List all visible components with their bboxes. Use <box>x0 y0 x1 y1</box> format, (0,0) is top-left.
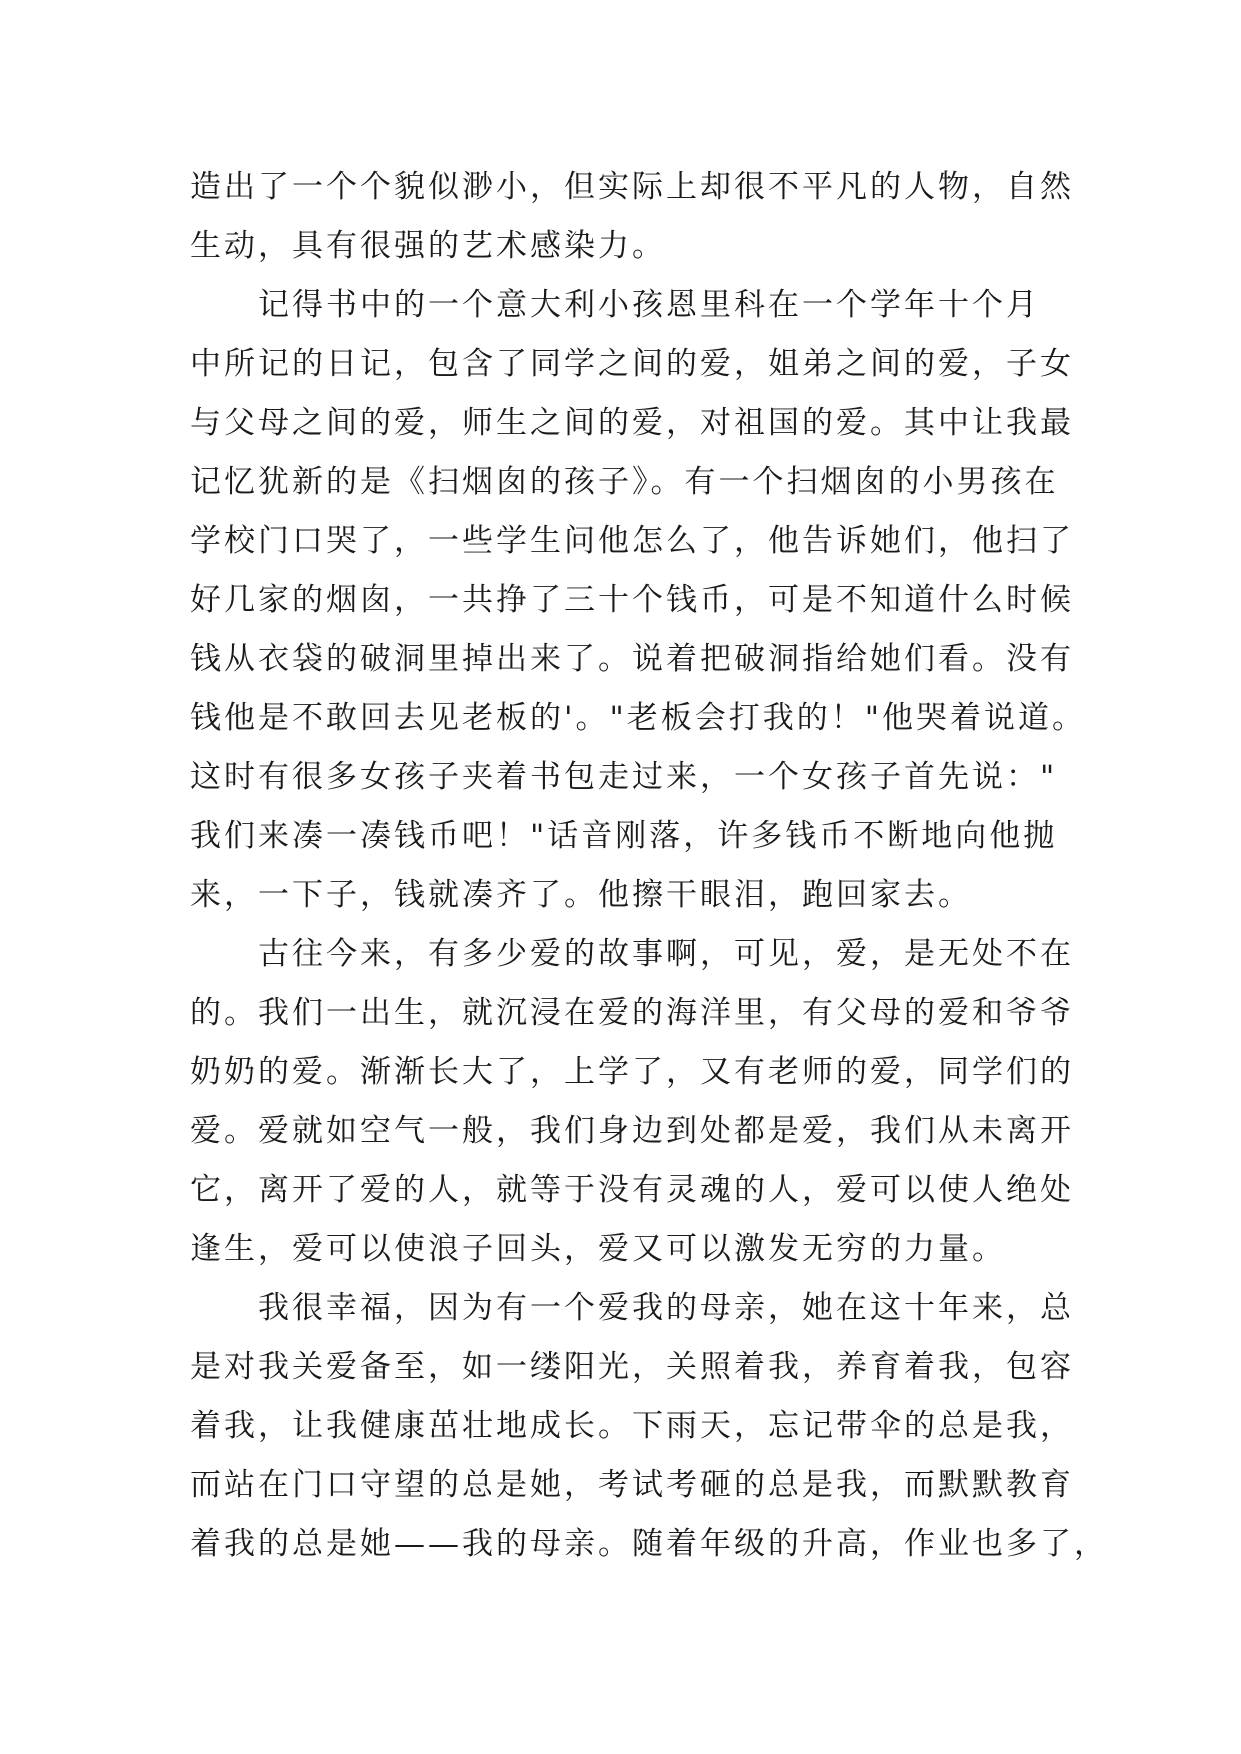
text-line: 着我，让我健康茁壮地成长。下雨天，忘记带伞的总是我， <box>190 1408 1074 1444</box>
text-line: 爱。爱就如空气一般，我们身边到处都是爱，我们从未离开 <box>190 1113 1074 1149</box>
text-line: 学校门口哭了，一些学生问他怎么了，他告诉她们，他扫了 <box>190 523 1074 559</box>
text-line: 来，一下子，钱就凑齐了。他擦干眼泪，跑回家去。 <box>190 877 972 913</box>
text-line: 我们来凑一凑钱币吧！"话音刚落，许多钱币不断地向他抛 <box>190 818 1058 854</box>
document-text <box>190 158 1108 1574</box>
text-line: 古往今来，有多少爱的故事啊，可见，爱，是无处不在 <box>190 936 1074 972</box>
text-line: 着我的总是她——我的母亲。随着年级的升高，作业也多了， <box>190 1526 1108 1562</box>
text-line: 记忆犹新的是《扫烟囱的孩子》。有一个扫烟囱的小男孩在 <box>190 464 1059 500</box>
text-line: 钱从衣袋的破洞里掉出来了。说着把破洞指给她们看。没有 <box>190 641 1074 677</box>
text-line: 逢生，爱可以使浪子回头，爱又可以激发无穷的力量。 <box>190 1231 1006 1267</box>
text-line: 而站在门口守望的总是她，考试考砸的总是我，而默默教育 <box>190 1467 1074 1503</box>
text-line: 与父母之间的爱，师生之间的爱，对祖国的爱。其中让我最 <box>190 405 1074 441</box>
text-line: 的。我们一出生，就沉浸在爱的海洋里，有父母的爱和爷爷 <box>190 995 1074 1031</box>
text-line: 奶奶的爱。渐渐长大了，上学了，又有老师的爱，同学们的 <box>190 1054 1074 1090</box>
text-line: 我很幸福，因为有一个爱我的母亲，她在这十年来，总 <box>190 1290 1074 1326</box>
text-line: 这时有很多女孩子夹着书包走过来，一个女孩子首先说：" <box>190 759 1058 795</box>
text-line: 造出了一个个貌似渺小，但实际上却很不平凡的人物，自然 <box>190 169 1074 205</box>
text-line: 钱他是不敢回去见老板的'。"老板会打我的！"他哭着说道。 <box>190 700 1087 736</box>
text-line: 生动，具有很强的艺术感染力。 <box>190 228 666 264</box>
text-line: 是对我关爱备至，如一缕阳光，关照着我，养育着我，包容 <box>190 1349 1074 1385</box>
text-line: 它，离开了爱的人，就等于没有灵魂的人，爱可以使人绝处 <box>190 1172 1074 1208</box>
text-line: 好几家的烟囱，一共挣了三十个钱币，可是不知道什么时候 <box>190 582 1074 618</box>
text-line: 记得书中的一个意大利小孩恩里科在一个学年十个月 <box>190 287 1040 323</box>
text-line: 中所记的日记，包含了同学之间的爱，姐弟之间的爱，子女 <box>190 346 1074 382</box>
